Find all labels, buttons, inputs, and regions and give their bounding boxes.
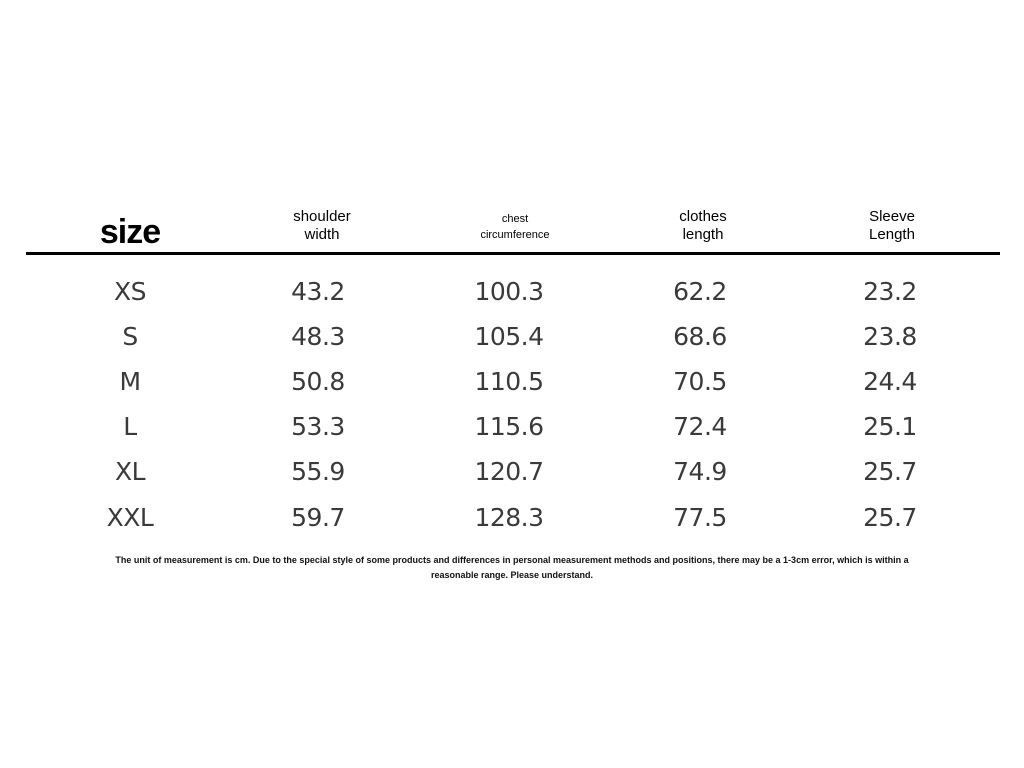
cell-shoulder: 59.7 [291,503,345,532]
cell-clothes-length: 72.4 [673,412,727,441]
header-clothes-line2: length [682,226,724,243]
header-divider [26,252,1000,255]
header-sleeve-length [822,208,962,244]
header-size: size [99,213,161,251]
cell-chest: 110.5 [474,367,544,396]
header-sleeve-line2: Length [869,226,915,243]
cell-size: XXL [106,503,154,532]
cell-size: S [122,322,138,351]
cell-sleeve-length: 25.1 [863,412,917,441]
cell-sleeve-length: 25.7 [863,457,917,486]
cell-clothes-length: 68.6 [673,322,727,351]
cell-size: L [123,412,137,441]
cell-shoulder: 53.3 [291,412,345,441]
cell-shoulder: 50.8 [291,367,345,396]
cell-sleeve-length: 25.7 [863,503,917,532]
cell-chest: 128.3 [474,503,544,532]
cell-sleeve-length: 23.8 [863,322,917,351]
header-shoulder-width [252,208,392,244]
cell-shoulder: 43.2 [291,277,345,306]
cell-sleeve-length: 23.2 [863,277,917,306]
measurement-footnote: The unit of measurement is cm. Due to the special style of some products and differences in personal measurement methods and positions, there may be a 1-3cm error, which is within a reasonable range. Please understand. [115,555,909,580]
cell-chest: 100.3 [474,277,544,306]
header-clothes-length [633,208,773,244]
cell-clothes-length: 70.5 [673,367,727,396]
cell-chest: 120.7 [474,457,544,486]
cell-chest: 105.4 [474,322,544,351]
cell-clothes-length: 74.9 [673,457,727,486]
header-sleeve-line1: Sleeve [869,208,915,225]
cell-clothes-length: 62.2 [673,277,727,306]
header-clothes-line1: clothes [679,208,727,225]
header-shoulder-line1: shoulder [293,208,351,225]
cell-shoulder: 48.3 [291,322,345,351]
cell-size: M [119,367,141,396]
cell-clothes-length: 77.5 [673,503,727,532]
header-chest-line1: chest [501,213,529,225]
cell-shoulder: 55.9 [291,457,345,486]
cell-chest: 115.6 [474,412,544,441]
cell-size: XS [114,277,146,306]
cell-sleeve-length: 24.4 [863,367,917,396]
cell-size: XL [114,457,146,486]
header-chest-line2: circumference [480,229,550,242]
header-chest-circumference [445,213,585,242]
header-shoulder-line2: width [304,226,340,243]
